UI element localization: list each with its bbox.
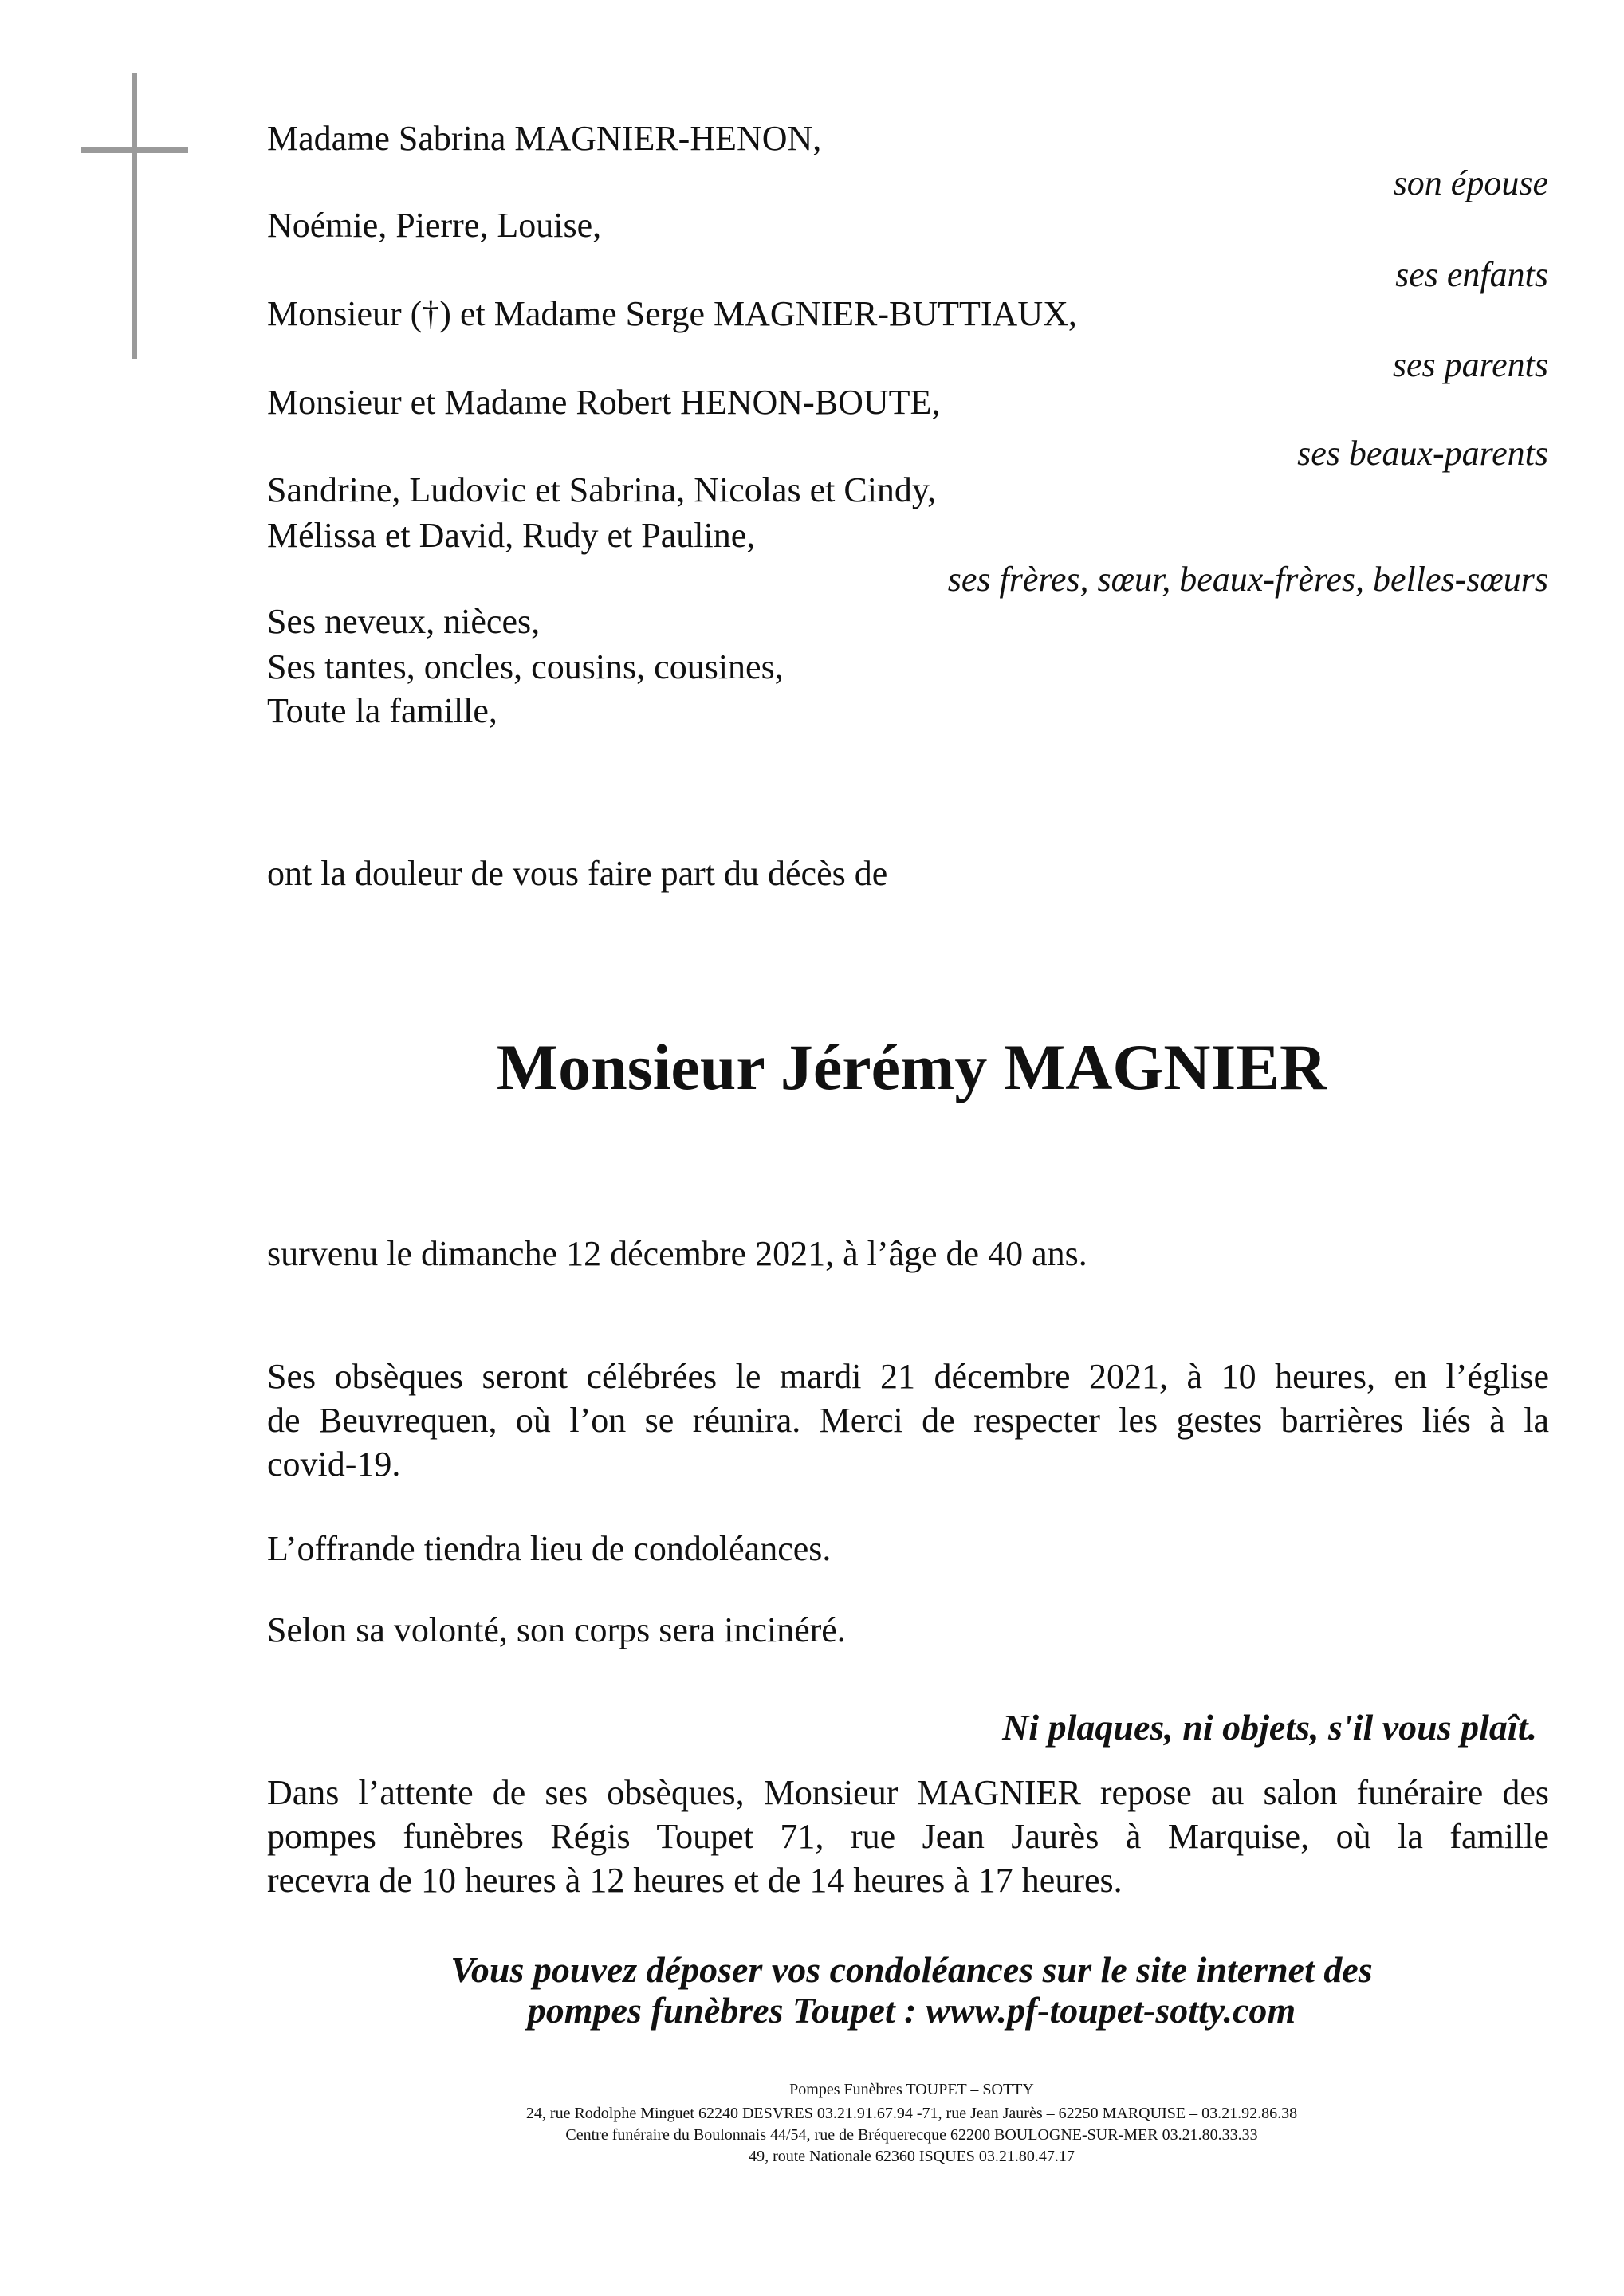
cremation-text: Selon sa volonté, son corps sera incinéré. [267, 1610, 846, 1649]
announcement-text: ont la douleur de vous faire part du décès de [267, 854, 888, 893]
funeral-paragraph [267, 1354, 1549, 1486]
footer-address-boulogne: Centre funéraire du Boulonnais 44/54, rue de Bréquerecque 62200 BOULOGNE-SUR-MER 03.21.80.33.33 [565, 2126, 1258, 2144]
deceased-name: Monsieur Jérémy MAGNIER [496, 1031, 1327, 1103]
funeral-line: covid-19. [267, 1445, 401, 1484]
family-line-siblings-2: Mélissa et David, Rudy et Pauline, [267, 516, 756, 555]
family-line-children: Noémie, Pierre, Louise, [267, 206, 602, 245]
cross-vertical-bar [132, 73, 137, 359]
relation-siblings: ses frères, sœur, beaux-frères, belles-sœurs [947, 560, 1548, 599]
footer-address-isques: 49, route Nationale 62360 ISQUES 03.21.80.47.17 [749, 2148, 1075, 2165]
funeral-line: de Beuvrequen, où l’on se réunira. Merci de respecter les gestes barrières liés à la [267, 1401, 1549, 1440]
family-line-spouse: Madame Sabrina MAGNIER-HENON, [267, 119, 822, 158]
offering-text: L’offrande tiendra lieu de condoléances. [267, 1529, 832, 1568]
cross-horizontal-bar [81, 147, 188, 153]
relation-spouse: son épouse [1393, 163, 1548, 202]
family-line-siblings-1: Sandrine, Ludovic et Sabrina, Nicolas et Cindy, [267, 470, 937, 509]
no-flowers-note: Ni plaques, ni objets, s'il vous plaît. [1002, 1707, 1537, 1748]
viewing-line: Dans l’attente de ses obsèques, Monsieur MAGNIER repose au salon funéraire des [267, 1773, 1549, 1812]
condolences-line-2: pompes funèbres Toupet : www.pf-toupet-sotty.com [527, 1990, 1296, 2031]
footer-address-desvres-marquise: 24, rue Rodolphe Minguet 62240 DESVRES 03.21.91.67.94 -71, rue Jean Jaurès – 62250 MARQUISE – 03.21.92.86.38 [525, 2105, 1298, 2122]
relation-children: ses enfants [1395, 255, 1548, 294]
death-info: survenu le dimanche 12 décembre 2021, à l’âge de 40 ans. [267, 1234, 1087, 1273]
viewing-paragraph [267, 1771, 1549, 1902]
family-line-parents: Monsieur (†) et Madame Serge MAGNIER-BUTTIAUX, [267, 294, 1077, 333]
relation-in-laws: ses beaux-parents [1297, 434, 1548, 473]
footer-company: Pompes Funèbres TOUPET – SOTTY [789, 2081, 1034, 2098]
condolences-line-1: Vous pouvez déposer vos condoléances sur le site internet des [450, 1949, 1373, 1990]
viewing-line: pompes funèbres Régis Toupet 71, rue Jean Jaurès à Marquise, où la famille [267, 1817, 1549, 1856]
funeral-line: Ses obsèques seront célébrées le mardi 21 décembre 2021, à 10 heures, en l’église [267, 1357, 1549, 1396]
family-line-aunts-uncles: Ses tantes, oncles, cousins, cousines, [267, 647, 784, 686]
viewing-line: recevra de 10 heures à 12 heures et de 14 heures à 17 heures. [267, 1861, 1123, 1900]
relation-parents: ses parents [1392, 345, 1548, 384]
family-line-in-laws: Monsieur et Madame Robert HENON-BOUTE, [267, 383, 941, 422]
family-line-nephews: Ses neveux, nièces, [267, 602, 541, 641]
family-line-whole-family: Toute la famille, [267, 691, 497, 730]
